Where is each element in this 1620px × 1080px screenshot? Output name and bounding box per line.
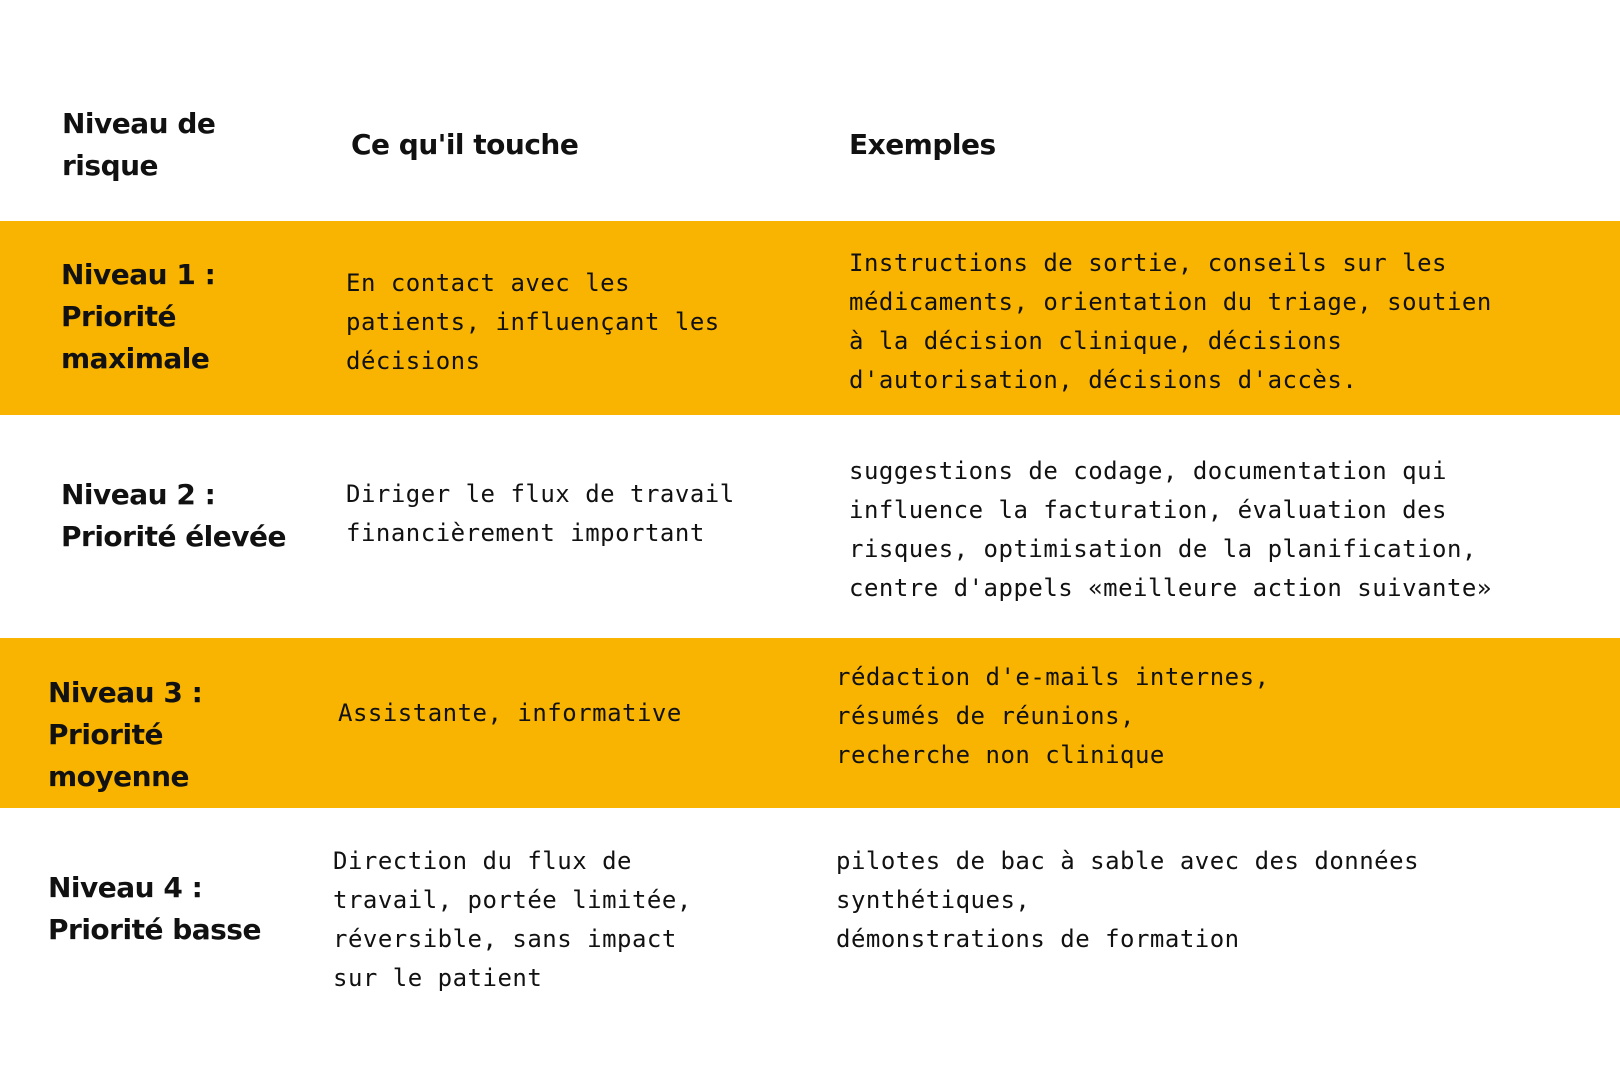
level-2-examples: suggestions de codage, documentation qui influence la facturation, évaluation des risques, optimisation de la planification, centre d'appels «meilleure action suivante» [849, 457, 1492, 602]
header-what-it-touches: Ce qu'il touche [351, 128, 579, 161]
header-risk-level: Niveau de risque [62, 107, 216, 182]
level-3-touches: Assistante, informative [338, 699, 682, 727]
level-4-touches: Direction du flux de travail, portée limitée, réversible, sans impact sur le patient [333, 847, 692, 992]
level-1-label: Niveau 1 : Priorité maximale [61, 258, 216, 375]
level-2-touches: Diriger le flux de travail financièrement important [346, 480, 735, 547]
level-2-label: Niveau 2 : Priorité élevée [61, 478, 287, 553]
level-4-label: Niveau 4 : Priorité basse [48, 871, 261, 946]
level-3-label: Niveau 3 : Priorité moyenne [48, 676, 203, 793]
level-1-examples: Instructions de sortie, conseils sur les médicaments, orientation du triage, soutien à la décision clinique, décisions d'autorisation, décisions d'accès. [849, 249, 1492, 394]
level-3-examples: rédaction d'e-mails internes, résumés de réunions, recherche non clinique [836, 663, 1270, 769]
level-4-examples: pilotes de bac à sable avec des données synthétiques, démonstrations de formation [836, 847, 1420, 953]
level-1-touches: En contact avec les patients, influençant les décisions [346, 269, 720, 375]
header-examples: Exemples [849, 128, 996, 161]
